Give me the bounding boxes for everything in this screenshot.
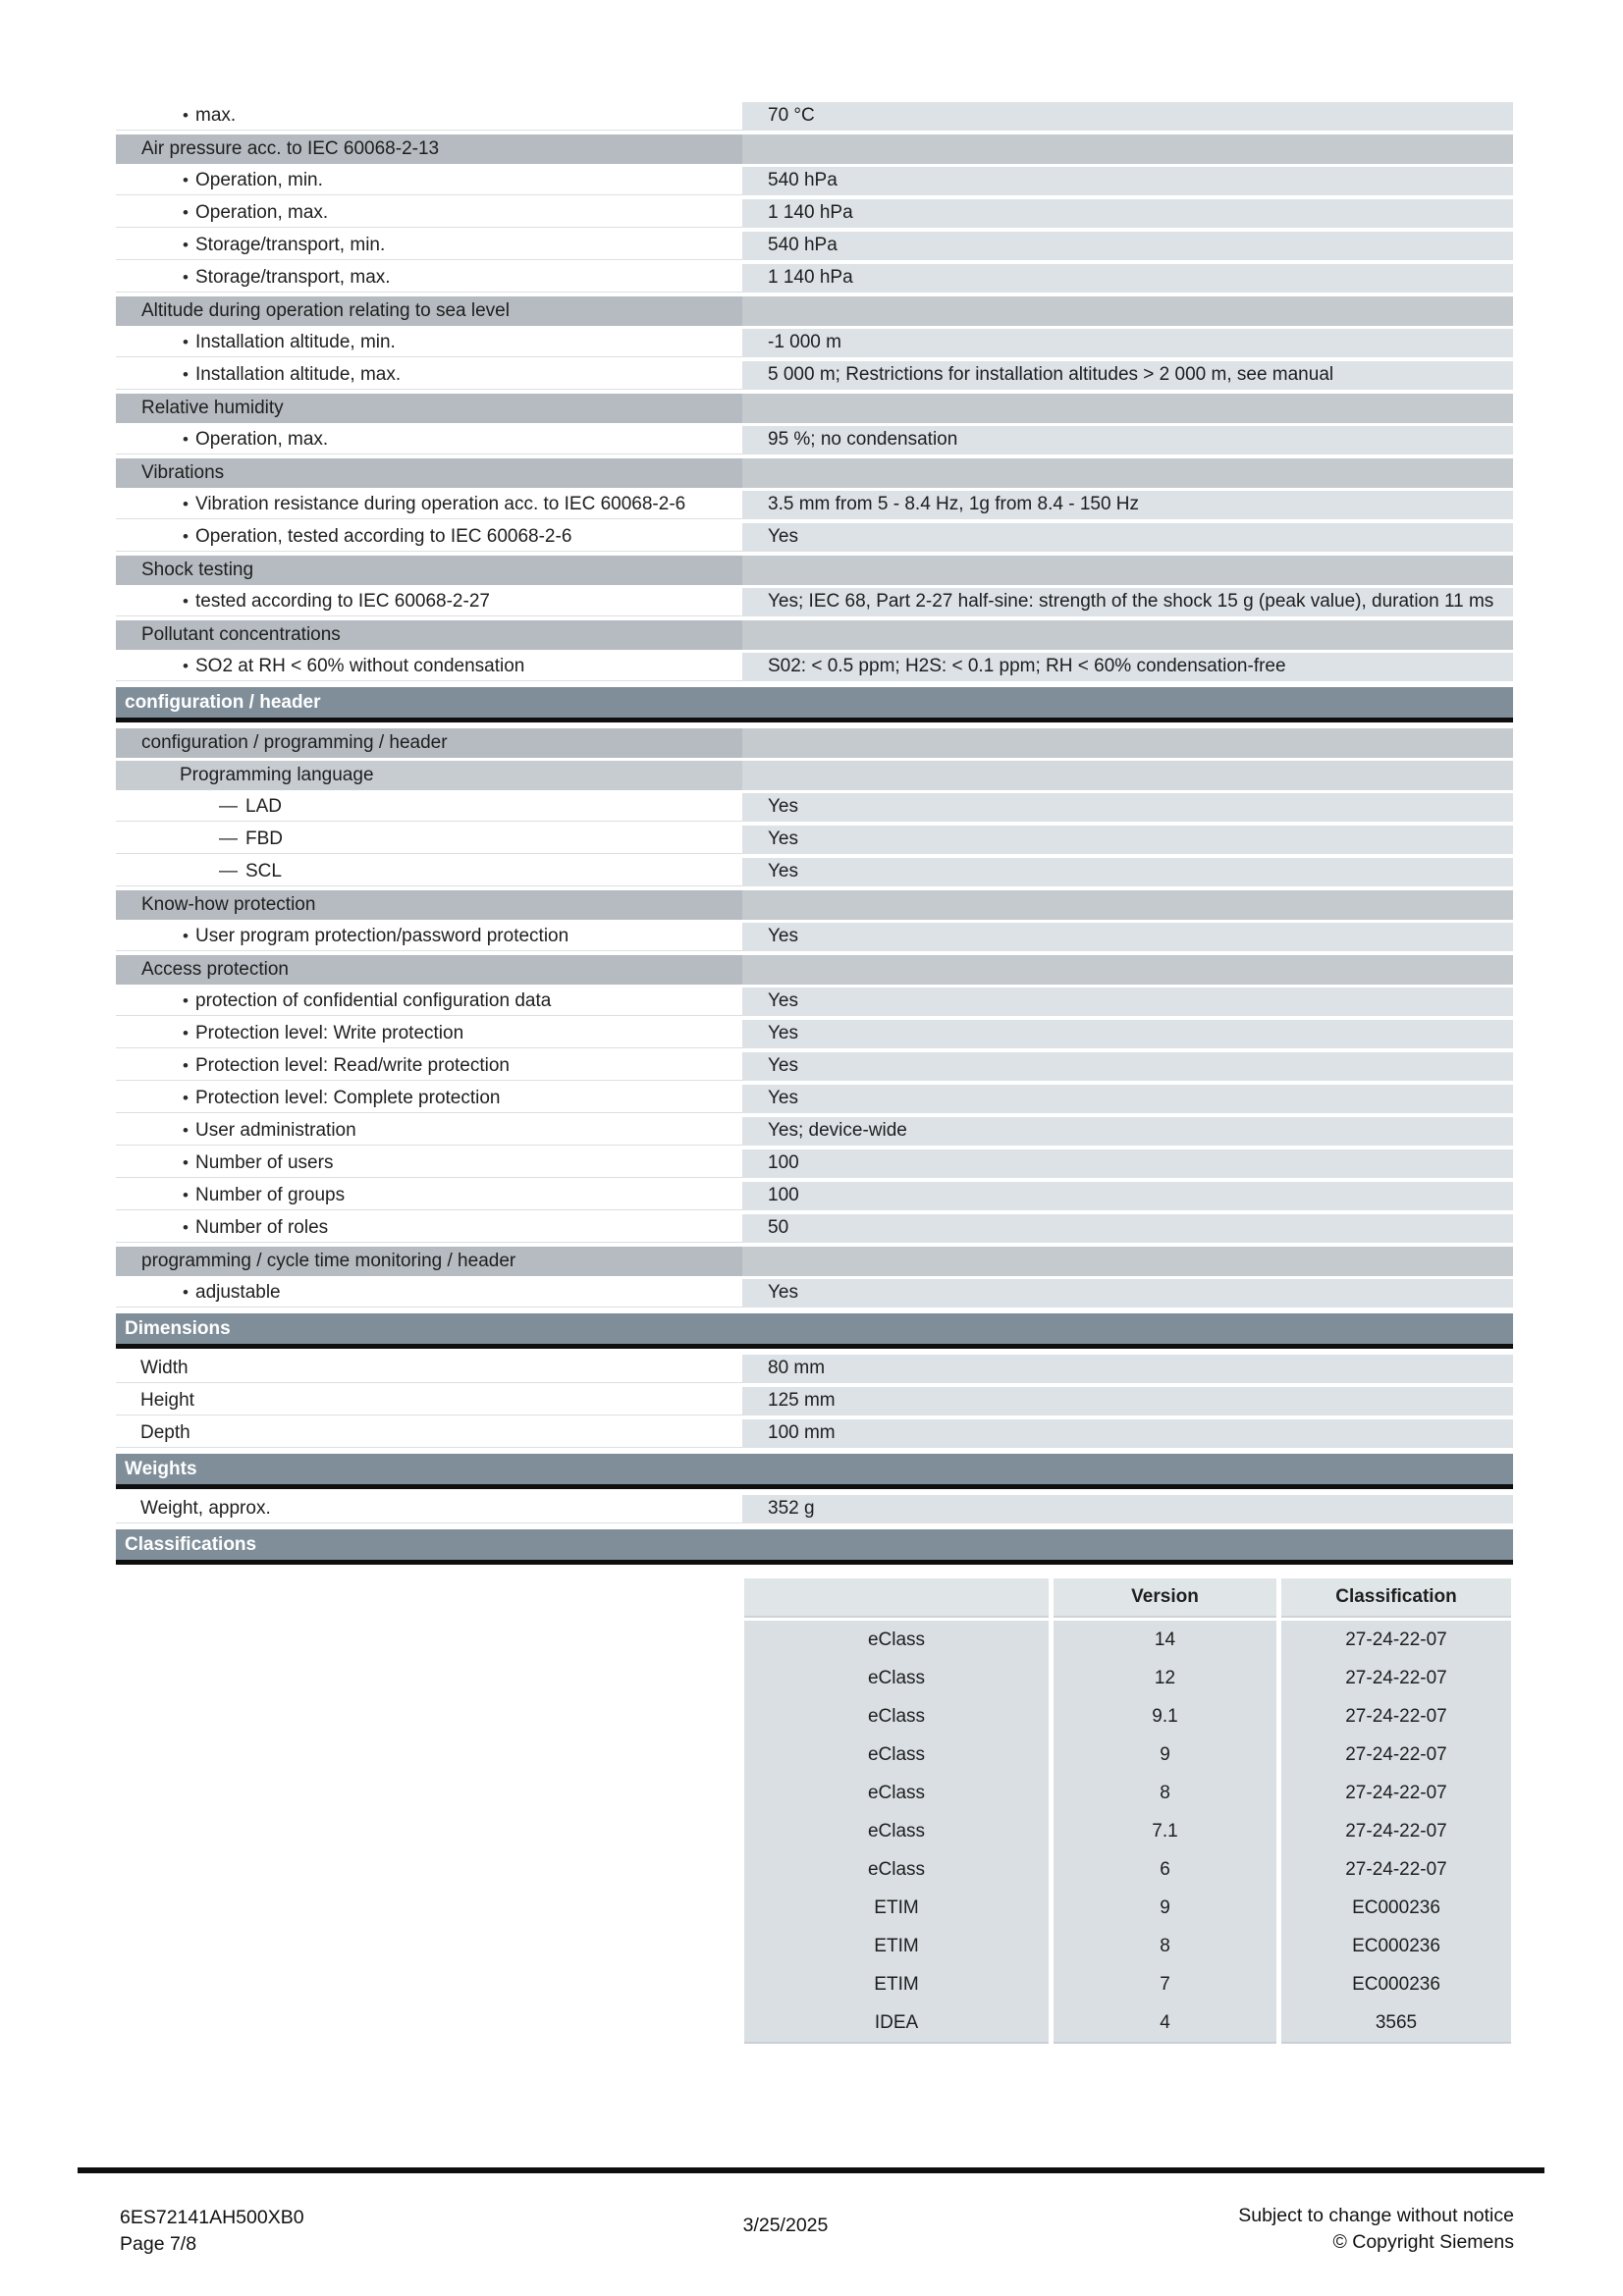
header-text: Relative humidity [141, 398, 284, 418]
spec-row-label [116, 923, 742, 951]
spec-label-text: Operation, tested according to IEC 60068-2-6 [195, 526, 572, 547]
header-text: Access protection [141, 959, 289, 980]
spec-label-text: SCL [245, 861, 282, 881]
spec-row [116, 1020, 1513, 1048]
spec-row-label [116, 329, 742, 357]
classification-cell: 6 [1054, 1850, 1276, 1889]
spec-row-value [742, 426, 1513, 454]
classification-row [744, 1774, 1511, 1812]
group-header [116, 1313, 1513, 1349]
spec-label-text: Operation, min. [195, 170, 323, 190]
spec-row-value [742, 199, 1513, 228]
spec-row-label [116, 1387, 742, 1415]
footer-left [120, 2205, 304, 2258]
spec-row-value [742, 653, 1513, 681]
bullet-icon: • [183, 203, 189, 222]
bullet-icon: • [183, 657, 189, 675]
spec-row-value [742, 1214, 1513, 1243]
spec-row-value [742, 232, 1513, 260]
classification-row [744, 1889, 1511, 1927]
classification-cell: 27-24-22-07 [1281, 1850, 1511, 1889]
classification-table [744, 1578, 1511, 2044]
bullet-icon: • [183, 171, 189, 189]
spec-value-text: 540 hPa [768, 235, 838, 255]
spec-row-label [116, 1020, 742, 1048]
spec-table [116, 102, 1513, 2044]
spec-row [116, 826, 1513, 854]
classification-row [744, 1659, 1511, 1697]
spec-row [116, 1117, 1513, 1146]
bullet-icon: • [183, 1121, 189, 1140]
spec-label-text: Vibration resistance during operation acc. to IEC 60068-2-6 [195, 494, 686, 514]
classification-cell: 27-24-22-07 [1281, 1735, 1511, 1774]
spec-row [116, 361, 1513, 390]
spec-row [116, 1279, 1513, 1308]
classification-cell: EC000236 [1281, 1927, 1511, 1965]
spec-row-label [116, 1149, 742, 1178]
spec-value-text: Yes [768, 926, 798, 946]
spec-label-text: Storage/transport, min. [195, 235, 386, 255]
classification-row [744, 1965, 1511, 2003]
classification-cell: 3565 [1281, 2003, 1511, 2044]
spec-row-value [742, 1279, 1513, 1308]
header-text: Classifications [125, 1534, 257, 1555]
spec-value-text: S02: < 0.5 ppm; H2S: < 0.1 ppm; RH < 60% condensation-free [768, 656, 1286, 676]
spec-row [116, 1355, 1513, 1383]
spec-row-label [116, 232, 742, 260]
spec-row-label [116, 826, 742, 854]
spec-value-text: 50 [768, 1217, 789, 1238]
classification-cell: EC000236 [1281, 1889, 1511, 1927]
spec-value-text: 80 mm [768, 1358, 826, 1378]
spec-row-label [116, 858, 742, 886]
spec-label-text: FBD [245, 828, 283, 849]
spec-row [116, 264, 1513, 293]
group-header [116, 687, 1513, 722]
classification-header-cell: Version [1054, 1578, 1276, 1618]
spec-value-text: 100 mm [768, 1422, 836, 1443]
classification-row [744, 1697, 1511, 1735]
bullet-icon: • [183, 106, 189, 125]
spec-value-text: 1 140 hPa [768, 202, 853, 223]
classification-cell: ETIM [744, 1927, 1049, 1965]
spec-row-label [116, 1052, 742, 1081]
spec-row-label [116, 1085, 742, 1113]
spec-row [116, 1214, 1513, 1243]
dash-icon: — [219, 828, 238, 849]
section-header [116, 620, 1513, 650]
section-header [116, 134, 1513, 164]
spec-value-text: Yes; device-wide [768, 1120, 907, 1141]
spec-label-text: SO2 at RH < 60% without condensation [195, 656, 525, 676]
section-header [116, 394, 1513, 423]
spec-value-text: 3.5 mm from 5 - 8.4 Hz, 1g from 8.4 - 150 Hz [768, 494, 1140, 514]
bullet-icon: • [183, 1089, 189, 1107]
spec-row-label [116, 588, 742, 616]
spec-row-value [742, 1495, 1513, 1523]
header-text: Vibrations [141, 462, 225, 483]
header-text: Altitude during operation relating to sea level [141, 300, 510, 321]
spec-label-text: Weight, approx. [140, 1498, 271, 1519]
classification-row [744, 1621, 1511, 1659]
subsection-header [116, 761, 1513, 790]
spec-row-label [116, 1355, 742, 1383]
footer-right [1238, 2203, 1514, 2256]
spec-value-text: 70 °C [768, 105, 815, 126]
spec-label-text: Operation, max. [195, 429, 329, 450]
classification-cell: eClass [744, 1850, 1049, 1889]
spec-row-value [742, 264, 1513, 293]
header-text: Weights [125, 1459, 197, 1479]
classification-cell: 7.1 [1054, 1812, 1276, 1850]
spec-row [116, 1387, 1513, 1415]
classification-cell: IDEA [744, 2003, 1049, 2044]
spec-row [116, 923, 1513, 951]
spec-row-value [742, 523, 1513, 552]
header-text: configuration / header [125, 692, 321, 713]
spec-row [116, 1149, 1513, 1178]
dash-icon: — [219, 861, 238, 881]
classification-cell: 8 [1054, 1927, 1276, 1965]
classification-cell: 4 [1054, 2003, 1276, 2044]
classification-cell: eClass [744, 1774, 1049, 1812]
spec-row-value [742, 923, 1513, 951]
classification-cell: 9 [1054, 1889, 1276, 1927]
spec-label-text: LAD [245, 796, 282, 817]
spec-row-value [742, 329, 1513, 357]
spec-value-text: Yes [768, 828, 798, 849]
section-header [116, 458, 1513, 488]
spec-label-text: Depth [140, 1422, 190, 1443]
spec-row-value [742, 793, 1513, 822]
header-text: configuration / programming / header [141, 732, 448, 753]
copyright: © Copyright Siemens [1332, 2231, 1514, 2253]
bullet-icon: • [183, 365, 189, 384]
spec-value-text: Yes; IEC 68, Part 2-27 half-sine: strength of the shock 15 g (peak value), duration 11 ms [768, 591, 1494, 612]
spec-label-text: Number of roles [195, 1217, 329, 1238]
classification-cell: 27-24-22-07 [1281, 1812, 1511, 1850]
spec-row [116, 1085, 1513, 1113]
spec-row [116, 1182, 1513, 1210]
spec-row [116, 1052, 1513, 1081]
spec-row [116, 988, 1513, 1016]
classification-cell: EC000236 [1281, 1965, 1511, 2003]
spec-label-text: tested according to IEC 60068-2-27 [195, 591, 490, 612]
spec-value-text: 125 mm [768, 1390, 836, 1411]
bullet-icon: • [183, 495, 189, 513]
spec-row-label [116, 1117, 742, 1146]
bullet-icon: • [183, 1056, 189, 1075]
spec-label-text: Number of users [195, 1152, 334, 1173]
header-text: Pollutant concentrations [141, 624, 341, 645]
spec-row-value [742, 588, 1513, 616]
bullet-icon: • [183, 1024, 189, 1042]
dash-icon: — [219, 796, 238, 817]
order-number: 6ES72141AH500XB0 [120, 2207, 304, 2228]
bullet-icon: • [183, 1283, 189, 1302]
spec-label-text: max. [195, 105, 237, 126]
bullet-icon: • [183, 333, 189, 351]
spec-value-text: Yes [768, 526, 798, 547]
bullet-icon: • [183, 927, 189, 945]
spec-row [116, 491, 1513, 519]
spec-value-text: 352 g [768, 1498, 815, 1519]
spec-row-value [742, 1020, 1513, 1048]
classification-header-row [744, 1578, 1511, 1618]
classification-header-cell [744, 1578, 1049, 1618]
spec-value-text: 100 [768, 1185, 799, 1205]
spec-label-text: Protection level: Read/write protection [195, 1055, 510, 1076]
spec-row [116, 588, 1513, 616]
group-header [116, 1454, 1513, 1489]
bullet-icon: • [183, 991, 189, 1010]
spec-row-label [116, 523, 742, 552]
spec-label-text: Installation altitude, max. [195, 364, 402, 385]
spec-row-label [116, 264, 742, 293]
spec-row-label [116, 167, 742, 195]
bullet-icon: • [183, 430, 189, 449]
classification-cell: ETIM [744, 1889, 1049, 1927]
bullet-icon: • [183, 592, 189, 611]
classification-row [744, 2003, 1511, 2044]
spec-row [116, 232, 1513, 260]
spec-label-text: Operation, max. [195, 202, 329, 223]
spec-row [116, 1495, 1513, 1523]
classification-body [744, 1621, 1511, 2044]
spec-label-text: User program protection/password protection [195, 926, 569, 946]
classification-cell: 7 [1054, 1965, 1276, 2003]
section-header [116, 556, 1513, 585]
classification-cell: 14 [1054, 1621, 1276, 1659]
section-header [116, 728, 1513, 758]
spec-row-label [116, 1214, 742, 1243]
spec-row-value [742, 1419, 1513, 1448]
spec-row [116, 523, 1513, 552]
spec-row-value [742, 988, 1513, 1016]
spec-row [116, 858, 1513, 886]
spec-row-value [742, 858, 1513, 886]
spec-value-text: Yes [768, 1282, 798, 1303]
header-text: Air pressure acc. to IEC 60068-2-13 [141, 138, 440, 159]
header-text: programming / cycle time monitoring / header [141, 1251, 516, 1271]
classification-cell: 12 [1054, 1659, 1276, 1697]
section-header [116, 296, 1513, 326]
classification-cell: 9 [1054, 1735, 1276, 1774]
classification-cell: 9.1 [1054, 1697, 1276, 1735]
spec-value-text: -1 000 m [768, 332, 841, 352]
spec-label-text: adjustable [195, 1282, 281, 1303]
spec-label-text: User administration [195, 1120, 356, 1141]
spec-row-label [116, 491, 742, 519]
spec-label-text: Number of groups [195, 1185, 346, 1205]
spec-value-text: Yes [768, 796, 798, 817]
spec-value-text: 540 hPa [768, 170, 838, 190]
page-number: Page 7/8 [120, 2233, 197, 2255]
spec-row-value [742, 1117, 1513, 1146]
section-header [116, 890, 1513, 920]
classification-cell: eClass [744, 1697, 1049, 1735]
spec-row [116, 329, 1513, 357]
classification-cell: ETIM [744, 1965, 1049, 2003]
spec-row [116, 653, 1513, 681]
spec-value-text: Yes [768, 1055, 798, 1076]
classification-row [744, 1850, 1511, 1889]
spec-row-value [742, 1149, 1513, 1178]
spec-label-text: Protection level: Write protection [195, 1023, 464, 1043]
classification-cell: eClass [744, 1812, 1049, 1850]
bullet-icon: • [183, 527, 189, 546]
spec-value-text: Yes [768, 1023, 798, 1043]
spec-row-value [742, 102, 1513, 131]
spec-row-value [742, 1355, 1513, 1383]
header-text: Dimensions [125, 1318, 231, 1339]
spec-row-label [116, 1182, 742, 1210]
classification-cell: 27-24-22-07 [1281, 1659, 1511, 1697]
spec-row-label [116, 653, 742, 681]
spec-row-label [116, 361, 742, 390]
spec-row-value [742, 167, 1513, 195]
spec-row-label [116, 199, 742, 228]
spec-row [116, 167, 1513, 195]
bullet-icon: • [183, 268, 189, 287]
header-text: Shock testing [141, 560, 254, 580]
classification-cell: 27-24-22-07 [1281, 1697, 1511, 1735]
classification-cell: 27-24-22-07 [1281, 1621, 1511, 1659]
footer-divider [78, 2167, 1544, 2173]
change-notice: Subject to change without notice [1238, 2205, 1514, 2226]
header-text: Programming language [180, 765, 374, 785]
classification-row [744, 1812, 1511, 1850]
classification-cell: eClass [744, 1659, 1049, 1697]
bullet-icon: • [183, 1153, 189, 1172]
spec-row-label [116, 1419, 742, 1448]
spec-row [116, 102, 1513, 131]
spec-row-value [742, 361, 1513, 390]
spec-row-label [116, 426, 742, 454]
classification-row [744, 1735, 1511, 1774]
spec-value-text: 95 %; no condensation [768, 429, 958, 450]
spec-row-value [742, 826, 1513, 854]
spec-row [116, 793, 1513, 822]
spec-label-text: Height [140, 1390, 194, 1411]
spec-value-text: 1 140 hPa [768, 267, 853, 288]
classification-cell: eClass [744, 1621, 1049, 1659]
bullet-icon: • [183, 1186, 189, 1204]
spec-row-value [742, 1085, 1513, 1113]
spec-row [116, 426, 1513, 454]
classification-cell: 27-24-22-07 [1281, 1774, 1511, 1812]
spec-value-text: 5 000 m; Restrictions for installation altitudes > 2 000 m, see manual [768, 364, 1334, 385]
classification-cell: 8 [1054, 1774, 1276, 1812]
spec-row-value [742, 491, 1513, 519]
spec-row-value [742, 1052, 1513, 1081]
footer-date: 3/25/2025 [742, 2215, 829, 2236]
classification-row [744, 1927, 1511, 1965]
spec-label-text: Width [140, 1358, 189, 1378]
spec-row-value [742, 1387, 1513, 1415]
group-header [116, 1529, 1513, 1565]
spec-row [116, 199, 1513, 228]
spec-row-label [116, 1279, 742, 1308]
bullet-icon: • [183, 1218, 189, 1237]
classification-header-cell: Classification [1281, 1578, 1511, 1618]
spec-label-text: Installation altitude, min. [195, 332, 396, 352]
spec-row-label [116, 793, 742, 822]
spec-value-text: Yes [768, 1088, 798, 1108]
section-header [116, 1247, 1513, 1276]
spec-row-label [116, 988, 742, 1016]
spec-value-text: Yes [768, 990, 798, 1011]
section-header [116, 955, 1513, 985]
spec-value-text: 100 [768, 1152, 799, 1173]
spec-row-value [742, 1182, 1513, 1210]
spec-label-text: Protection level: Complete protection [195, 1088, 501, 1108]
spec-label-text: protection of confidential configuration data [195, 990, 552, 1011]
spec-value-text: Yes [768, 861, 798, 881]
spec-row-label [116, 102, 742, 131]
spec-row-label [116, 1495, 742, 1523]
header-text: Know-how protection [141, 894, 316, 915]
spec-row [116, 1419, 1513, 1448]
spec-label-text: Storage/transport, max. [195, 267, 391, 288]
classification-cell: eClass [744, 1735, 1049, 1774]
bullet-icon: • [183, 236, 189, 254]
